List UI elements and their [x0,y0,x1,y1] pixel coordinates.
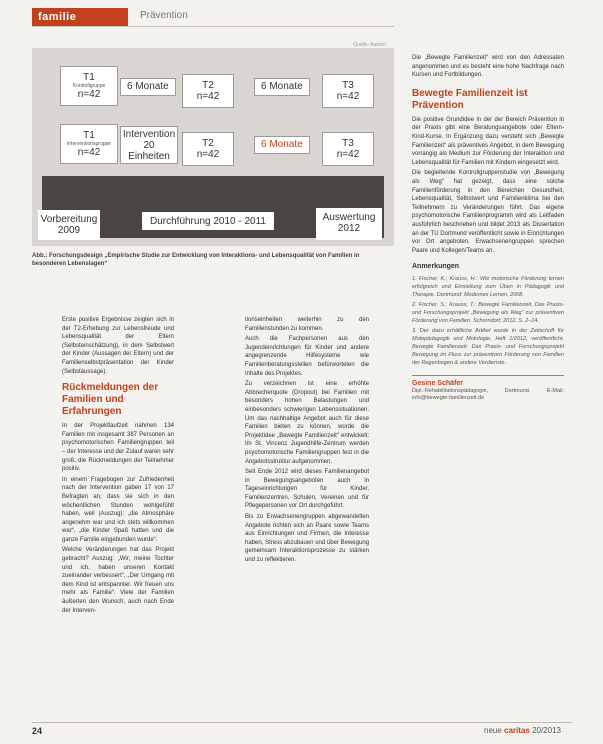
box-t1-control [60,66,118,106]
magazine-name: neue [484,726,502,735]
notes-title: Anmerkungen [412,263,460,271]
arrow-6-monate-2: 6 Monate [254,78,310,96]
author-name: Gesine Schäfer [412,379,463,387]
column-2 [245,316,369,567]
paragraph: tionseinheiten weiterhin zu den Familienstunden zu kommen. [245,317,369,332]
research-design-figure [32,42,394,246]
t2-n: n=42 [196,149,220,160]
box-t3-intervention [322,132,374,166]
paragraph: Bis zu Erwachsenengruppen abgewandelten Angebote richten sich an Paare sowie Teams aus Einrichtungen und Firmen, die Interesse haben, Stress abzubauen und über Bewegung gemeinsam Interaktionsprozesse zu stärken und zu reflektieren. [245,514,369,564]
note: 1. Fischer, K.; Krauss, H.: Wie motorische Förderung lernen erfolgreich und Einstellung zum Üben in Pädagogik und Therapie. Dortmund: Modernes Lernen, 2008. [412,275,564,298]
arrow-6-monate-3: 6 Monate [254,136,310,154]
t2-label: T2 [202,138,214,149]
section-subtitle: Prävention [140,10,188,21]
paragraph: Erste positive Ergebnisse zeigten sich in der T2-Erhebung zur Lebensfreude und Lebensqualität der Eltern (Selbsteinschätzung), in dem Selbstwert der Kinder (Aussagen der Eltern) und der Familienselbstpräsentation der Kinder (Selbstaussage). [62,317,174,375]
phase-preparation: Vorbereitung 2009 [38,210,100,240]
t1-label: T1 [83,130,95,141]
note: 3. Der dazu erhältliche Artikel wurde in der Zeitschrift für Motopädagogik und Motologie, Heft 1/2012, veröffentlicht. Bewegte Familienzeit: Das Praxis- und Forschungsprojekt Bewegung im Fluss zur präventiven Förderung von Familien der Regenbogen & andere Verdienste. [412,327,564,366]
page-number: 24 [32,726,43,736]
box-intervention: Intervention 20 Einheiten [120,126,178,164]
paragraph: Die begleitende Kontrollgruppenstudie von „Bewegung als Weg“ hat gezeigt, dass eine solche Familienförderung in den Bereichen Gesundheit, Lebensqualität, Selbstwert und Familienklima bei den Teilnehmern zu Veränderungen führt. Das eigene psychomotorische Familienprogramm wird als Leitfaden ausführlich beschrieben und bildet 2013 als Dissertation an der TU Dortmund veröffentlicht sowie in Einrichtungen vor Ort angeboten. Erwachsenengruppen sprechen Paare und Kollegen/Teams an. [412,170,564,254]
t1-group-label: Kontrollgruppe [72,83,106,89]
arrow-6-monate-1: 6 Monate [120,78,176,96]
box-t2-control [182,74,234,108]
t1-n: n=42 [77,147,101,158]
box-t1-intervention [60,124,118,164]
figure-source: Quelle: Autorin [353,42,386,48]
t3-n: n=42 [336,91,360,102]
magazine-brand: caritas [504,726,530,735]
section-headline: Bewegte Familienzeit ist Prävention [412,87,528,111]
t1-group-label: Interventionsgruppe [66,141,112,147]
paragraph: Welche Veränderungen hat das Projekt gebracht? Auszug: „Wir, meine Tochter und ich, haben unseren Kontakt zueinander verbessert“, „Der Umgang mit dem Kind ist entspannter. Wir freuen uns mehr als Familie“. Viele der Familien äußerten den Wunsch, auch nach Ende der Interven- [62,547,174,614]
paragraph: Zu verzeichnen ist eine erhöhte Abbrecherquote (Dropout) bei Familien mit besonders hohen Belastungen und einbesonders schwierigen Lebenssituationen. Um das nachhaltige Angebot auch für diese Familien bieten zu können, wurde die Projektidee „Bewegte Familienzeit“ entwickelt: Im St. Vincenz Jugendhilfe-Zentrum werden psychomotorische Familiengruppen fest in die Angebotsstruktur aufgenommen. [245,381,369,465]
column-3 [412,54,564,402]
box-t3-control [322,74,374,108]
phase-execution: Durchführung 2010 - 2011 [142,212,274,230]
paragraph: Die positive Grundidee in der der Bereich Prävention in der Praxis gibt eine Beratungsangebote oder Eltern-Kind-Kurse. In Ergänzung dazu versteht sich „Bewegte Familienzeit“ als präventives Angebot, in dem Bewegung vorrangig als Medium zur Förderung der Interaktion und Lebensqualität für Familien mit Kindern eingesetzt wird. [412,116,564,166]
column-1 [62,316,174,617]
magazine-footer [484,726,561,735]
paragraph: Auch die Fachpersonen aus den Jugendeinrichtungen für Kinder und andere angegrenzende Hilfesysteme wie Familienberatungsstellen befürworteten die Inhalte des Projektes. [245,336,369,377]
figure-caption: Abb.: Forschungsdesign „Empirische Studie zur Entwicklung von Interaktions- und Lebensqualität von Familien in besonderen Lebenslagen“ [32,253,360,267]
section-tab: familie [32,8,128,26]
t1-label: T1 [83,72,95,83]
box-t2-intervention [182,132,234,166]
paragraph: In einem Fragebogen zur Zufriedenheit nach der Intervention gaben 17 von 17 Befragten an, dass sie sich in den wöchentlichen Stunden wohlgefühlt haben, weil (Auszug): „die Atmosphäre angenehm war und ich stets willkommen war“, „die Kinder Spaß hatten und die ganze Familie eingebunden wurde“. [62,476,174,543]
paragraph: Seit Ende 2012 wird dieses Familienangebot in Bewegungsangeboten auch in Tageseinrichtungen für Kinder, Familienzentren, Schulen, Vereinen und für Pflegepersonen vor Ort durchgeführt. [245,469,369,510]
paragraph: Die „Bewegte Familienzeit“ wird von den Adressaten angenommen und es besteht eine hohe Nachfrage nach Kursen und Fortbildungen. [412,55,564,79]
author-info: Dipl.-Rehabilitationspädagogin, Dortmund. E-Mail: info@bewegte-familienzeit.de [412,388,564,402]
paragraph: In der Projektlaufzeit nahmen 134 Familien mit insgesamt 387 Personen an psychomotorischen Familiengruppen teil – der Interesse und der Zulauf waren sehr groß, die Rückmeldungen der Teilnehmer positiv. [62,423,174,473]
t3-label: T3 [342,80,354,91]
header-divider [32,26,394,27]
magazine-issue: 20/2013 [532,726,561,735]
t2-n: n=42 [196,91,220,102]
t1-n: n=42 [77,89,101,100]
section-headline: Rückmeldungen der Familien und Erfahrungen [62,382,159,418]
footer-divider [32,722,572,723]
t3-n: n=42 [336,149,360,160]
author-block [412,375,564,403]
note: 2. Fischer, S.; Krauss, T.: Bewegte Familienzeit. Das Praxis- und Forschungsprojekt „Bewegung als Weg“ zur präventiven Förderung von Familien. Schorndorf, 2012, S. 2–14. [412,301,564,324]
t3-label: T3 [342,138,354,149]
t2-label: T2 [202,80,214,91]
phase-evaluation: Auswertung 2012 [316,208,382,240]
